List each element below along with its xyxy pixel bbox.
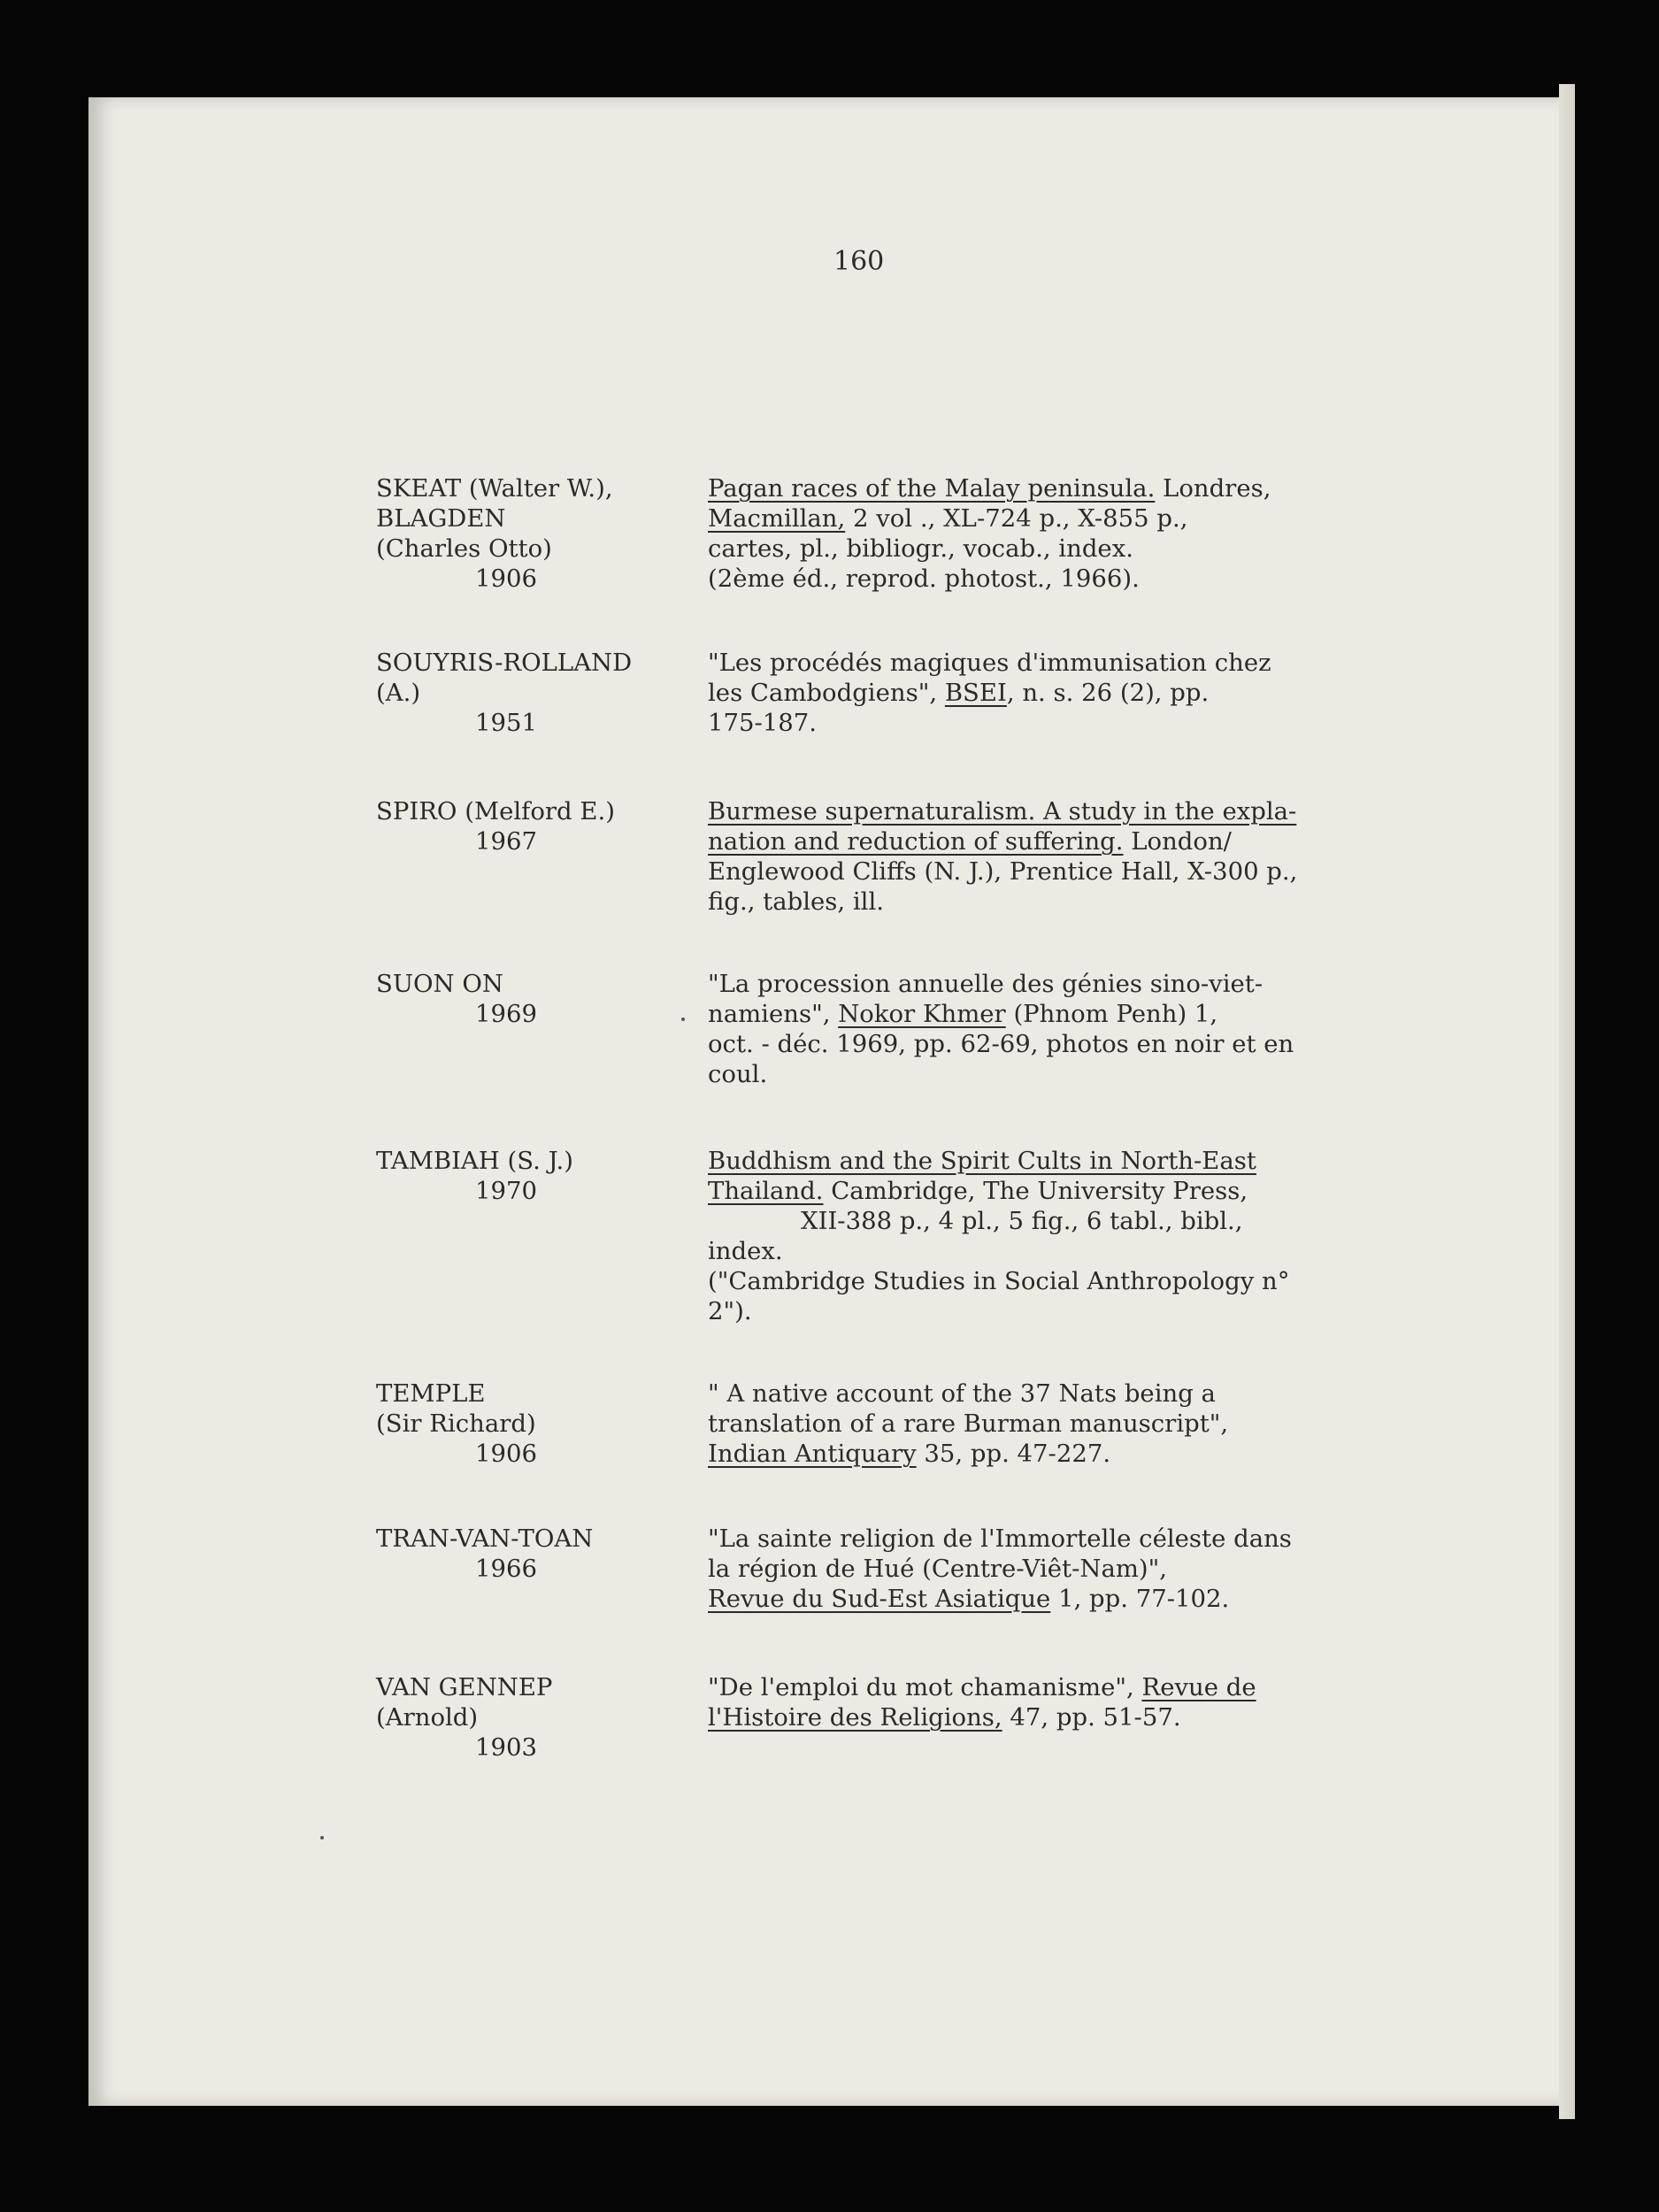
author-line: SPIRO (Melford E.)	[376, 797, 615, 826]
reference-text: index.	[708, 1237, 783, 1265]
reference-line	[708, 1146, 1469, 1176]
reference-text: 35, pp. 47-227.	[916, 1440, 1111, 1468]
book-page-edge-right	[1559, 84, 1575, 2119]
reference-text: translation of a rare Burman manuscript",	[708, 1409, 1229, 1438]
reference-text: les Cambodgiens",	[708, 679, 945, 707]
reference-text: 2").	[708, 1297, 752, 1325]
entry-year: 1969	[475, 1000, 537, 1028]
page-number: 160	[833, 246, 885, 277]
reference-text: " A native account of the 37 Nats being a	[708, 1379, 1216, 1408]
underlined-title: BSEI	[944, 679, 1007, 707]
reference-line	[708, 1266, 1469, 1296]
reference-text: cartes, pl., bibliogr., vocab., index.	[708, 534, 1133, 563]
author-line: SUON ON	[376, 970, 503, 998]
entry-year: 1951	[475, 709, 537, 737]
reference-line	[708, 1176, 1469, 1206]
reference-line	[708, 887, 1469, 917]
reference-text: Cambridge, The University Press,	[823, 1177, 1248, 1205]
reference-text: "La procession annuelle des génies sino-viet-	[708, 970, 1263, 998]
reference-line	[708, 564, 1469, 594]
entry-year: 1906	[475, 565, 537, 593]
entry-reference	[708, 1672, 1469, 1732]
reference-line	[708, 1439, 1469, 1469]
reference-line	[708, 678, 1469, 708]
reference-text: , n. s. 26 (2), pp.	[1006, 679, 1210, 707]
entry-author	[376, 648, 695, 738]
underlined-title: Revue du Sud-Est Asiatique	[708, 1585, 1051, 1613]
reference-text: 1, pp. 77-102.	[1050, 1585, 1230, 1613]
underlined-title: Indian Antiquary	[708, 1440, 917, 1468]
reference-text: la région de Hué (Centre-Viêt-Nam)",	[708, 1555, 1168, 1583]
reference-line	[708, 473, 1469, 503]
reference-line	[708, 1524, 1469, 1554]
reference-text: (Phnom Penh) 1,	[1005, 1000, 1218, 1028]
reference-line	[708, 856, 1469, 887]
author-line: (Charles Otto)	[376, 534, 552, 563]
reference-text: Englewood Cliffs (N. J.), Prentice Hall, X-300 p.,	[708, 857, 1298, 886]
reference-text: (2ème éd., reprod. photost., 1966).	[708, 565, 1140, 593]
reference-text: Londres,	[1155, 474, 1271, 503]
reference-text: London/	[1123, 827, 1232, 856]
ink-speck	[681, 1018, 685, 1021]
entry-author	[376, 1379, 695, 1469]
author-line: BLAGDEN	[376, 504, 506, 533]
underlined-title: Burmese supernaturalism. A study in the expla-	[708, 797, 1297, 826]
book-page	[88, 97, 1568, 2106]
reference-text: oct. - déc. 1969, pp. 62-69, photos en noir et en	[708, 1030, 1294, 1058]
entry-reference	[708, 1379, 1469, 1469]
entry-author	[376, 969, 695, 1029]
entry-year: 1970	[475, 1177, 537, 1205]
reference-text: XII-388 p., 4 pl., 5 fig., 6 tabl., bibl.,	[801, 1207, 1243, 1235]
author-line: SKEAT (Walter W.),	[376, 474, 613, 503]
reference-line	[708, 1672, 1469, 1702]
reference-line	[708, 1379, 1469, 1409]
reference-text: "La sainte religion de l'Immortelle céleste dans	[708, 1525, 1292, 1553]
author-line: (Sir Richard)	[376, 1409, 536, 1438]
underlined-title: nation and reduction of suffering.	[708, 827, 1124, 856]
reference-line	[708, 1236, 1469, 1266]
reference-text: ("Cambridge Studies in Social Anthropology n°	[708, 1267, 1290, 1295]
entry-author	[376, 1524, 695, 1584]
entry-reference	[708, 648, 1469, 738]
entry-year: 1906	[475, 1440, 537, 1468]
entry-author	[376, 1672, 695, 1763]
reference-text: 2 vol ., XL-724 p., X-855 p.,	[845, 504, 1188, 533]
reference-line	[708, 1584, 1469, 1614]
entry-author	[376, 1146, 695, 1206]
underlined-title: Buddhism and the Spirit Cults in North-East	[708, 1147, 1256, 1175]
entry-year: 1967	[475, 827, 537, 856]
entry-year: 1903	[475, 1733, 537, 1762]
author-line: TAMBIAH (S. J.)	[376, 1147, 573, 1175]
author-line: VAN GENNEP	[376, 1673, 553, 1701]
underlined-title: l'Histoire des Religions,	[708, 1703, 1002, 1732]
reference-line	[708, 1206, 1469, 1236]
reference-line	[708, 503, 1469, 534]
reference-line	[708, 1409, 1469, 1439]
reference-line	[708, 1296, 1469, 1326]
ink-speck	[320, 1836, 324, 1839]
underlined-title: Macmillan,	[708, 504, 846, 533]
reference-line	[708, 648, 1469, 678]
reference-text: namiens",	[708, 1000, 839, 1028]
reference-line	[708, 1059, 1469, 1089]
entry-reference	[708, 796, 1469, 917]
author-line: SOUYRIS-ROLLAND	[376, 649, 633, 677]
reference-line	[708, 1702, 1469, 1732]
entry-reference	[708, 473, 1469, 594]
reference-text: fig., tables, ill.	[708, 887, 885, 916]
underlined-title: Revue de	[1141, 1673, 1256, 1701]
entry-year: 1966	[475, 1555, 537, 1583]
reference-text: 47, pp. 51-57.	[1002, 1703, 1181, 1732]
author-line: TRAN-VAN-TOAN	[376, 1525, 594, 1553]
underlined-title: Thailand.	[708, 1177, 824, 1205]
reference-text: "Les procédés magiques d'immunisation chez	[708, 649, 1271, 677]
reference-line	[708, 796, 1469, 826]
underlined-title: Pagan races of the Malay peninsula.	[708, 474, 1156, 503]
author-line: (Arnold)	[376, 1703, 479, 1732]
reference-line	[708, 1029, 1469, 1059]
reference-text: coul.	[708, 1060, 768, 1088]
reference-text: 175-187.	[708, 709, 818, 737]
entry-reference	[708, 969, 1469, 1089]
entry-reference	[708, 1524, 1469, 1614]
entry-author	[376, 796, 695, 856]
reference-text: "De l'emploi du mot chamanisme",	[708, 1673, 1142, 1701]
author-line: TEMPLE	[376, 1379, 486, 1408]
reference-line	[708, 999, 1469, 1029]
reference-line	[708, 826, 1469, 856]
reference-line	[708, 534, 1469, 564]
reference-line	[708, 1554, 1469, 1584]
entry-reference	[708, 1146, 1469, 1326]
reference-line	[708, 969, 1469, 999]
author-line: (A.)	[376, 679, 421, 707]
entry-author	[376, 473, 695, 594]
reference-line	[708, 708, 1469, 738]
underlined-title: Nokor Khmer	[838, 1000, 1006, 1028]
